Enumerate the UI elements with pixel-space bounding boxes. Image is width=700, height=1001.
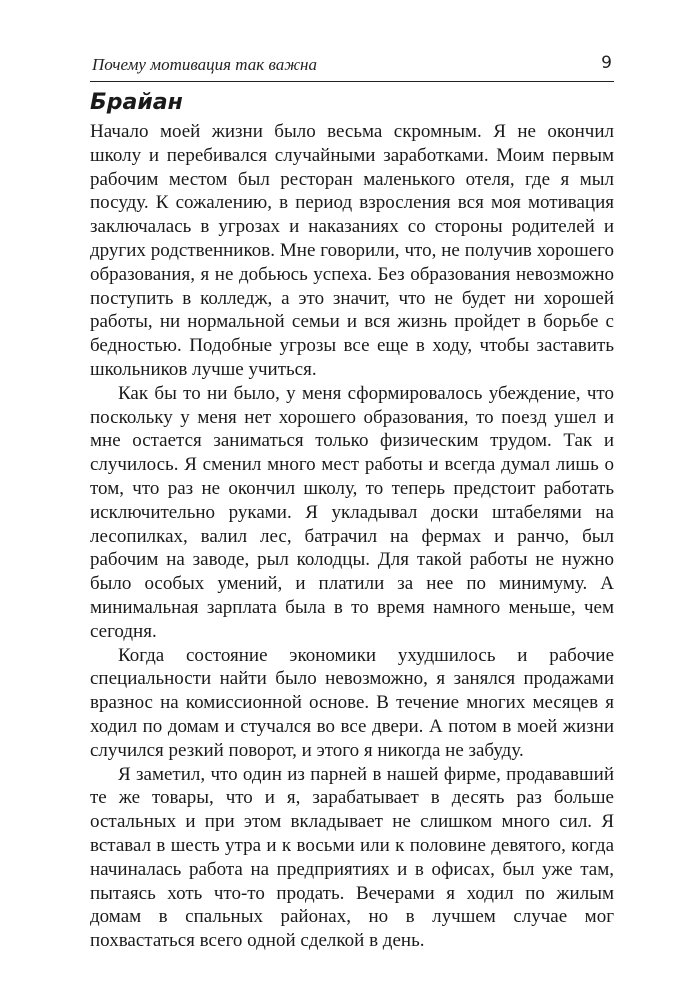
- paragraph-3: Когда состояние экономики ухудшилось и рабочие специальности найти было невозможно, я занялся продажами вразнос на комиссионной основе. В течение многих месяцев я ходил по домам и стучался во все двери. А потом в моей жизни случился резкий поворот, и этого я никогда не забуду.: [90, 644, 614, 761]
- running-title: Почему мотивация так важна: [92, 55, 317, 74]
- section-heading: Брайан: [90, 90, 183, 115]
- page-number: 9: [601, 53, 612, 73]
- paragraph-4: Я заметил, что один из парней в нашей фирме, продававший те же товары, что и я, зарабатывает в десять раз больше остальных и при этом вкладывает не слишком много сил. Я вставал в шесть утра и к восьми или к половине девятого, когда начиналась работа на предприятиях и в офисах, был уже там, пытаясь хоть что-то продать. Вечерами я ходил по жилым домам в спальных районах, но в лучшем случае мог похвастаться всего одной сделкой в день.: [90, 763, 614, 952]
- body-text: [90, 120, 614, 953]
- paragraph-1: Начало моей жизни было весьма скромным. Я не окончил школу и перебивался случайными заработками. Моим первым рабочим местом был ресторан маленького отеля, где я мыл посуду. К сожалению, в период взросления вся моя мотивация заключалась в угрозах и наказаниях со стороны родителей и других родственников. Мне говорили, что, не получив хорошего образования, я не добьюсь успеха. Без образования невозможно поступить в колледж, а это значит, что не будет ни хорошей работы, ни нормальной семьи и вся жизнь пройдет в борьбе с бедностью. Подобные угрозы все еще в ходу, чтобы заставить школьников лучше учиться.: [90, 121, 614, 380]
- paragraph-2: Как бы то ни было, у меня сформировалось убеждение, что поскольку у меня нет хорошего образования, то поезд ушел и мне остается заниматься только физическим трудом. Так и случилось. Я сменил много мест работы и всегда думал лишь о том, что раз не окончил школу, то теперь предстоит работать исключительно руками. Я укладывал доски штабелями на лесопилках, валил лес, батрачил на фермах и ранчо, был рабочим на заводе, рыл колодцы. Для такой работы не нужно было особых умений, и платили за нее по минимуму. А минимальная зарплата была в то время намного меньше, чем сегодня.: [90, 382, 614, 642]
- running-header: [90, 51, 614, 82]
